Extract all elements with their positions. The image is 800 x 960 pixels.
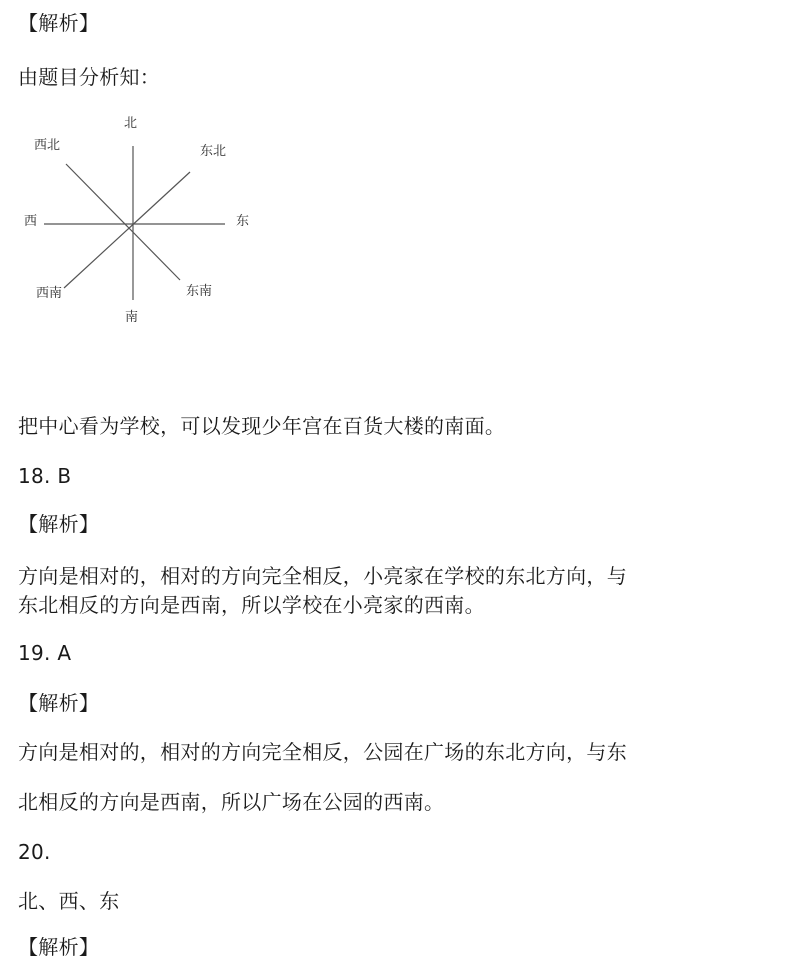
q18-analysis-heading: 【解析】 bbox=[18, 512, 100, 536]
q18-analysis-line2: 东北相反的方向是西南，所以学校在小亮家的西南。 bbox=[18, 593, 485, 617]
compass-northeast-label: 东北 bbox=[200, 144, 227, 159]
compass-diagram bbox=[0, 100, 280, 340]
compass-north-label: 北 bbox=[124, 116, 138, 131]
compass-southeast-label: 东南 bbox=[186, 284, 213, 299]
compass-east-label: 东 bbox=[236, 214, 250, 229]
analysis-intro: 由题目分析知： bbox=[18, 65, 161, 89]
compass-southwest-label: 西南 bbox=[36, 286, 63, 301]
compass-west-label: 西 bbox=[24, 214, 38, 229]
analysis-conclusion: 把中心看为学校，可以发现少年宫在百货大楼的南面。 bbox=[18, 414, 506, 438]
q19-analysis-line2: 北相反的方向是西南，所以广场在公园的西南。 bbox=[18, 790, 445, 814]
q19-analysis-heading: 【解析】 bbox=[18, 691, 100, 715]
compass-south-label: 南 bbox=[125, 310, 139, 325]
q20-analysis-heading: 【解析】 bbox=[18, 935, 100, 959]
q20-answer: 北、西、东 bbox=[18, 889, 120, 913]
compass-northwest-label: 西北 bbox=[34, 138, 61, 153]
q19-answer: 19. A bbox=[18, 641, 72, 665]
q19-analysis-line1: 方向是相对的，相对的方向完全相反，公园在广场的东北方向，与东 bbox=[18, 740, 627, 764]
q18-analysis-line1: 方向是相对的，相对的方向完全相反，小亮家在学校的东北方向，与 bbox=[18, 564, 627, 588]
q18-answer: 18. B bbox=[18, 464, 72, 488]
q20-number: 20. bbox=[18, 840, 51, 864]
analysis-heading: 【解析】 bbox=[18, 11, 100, 35]
